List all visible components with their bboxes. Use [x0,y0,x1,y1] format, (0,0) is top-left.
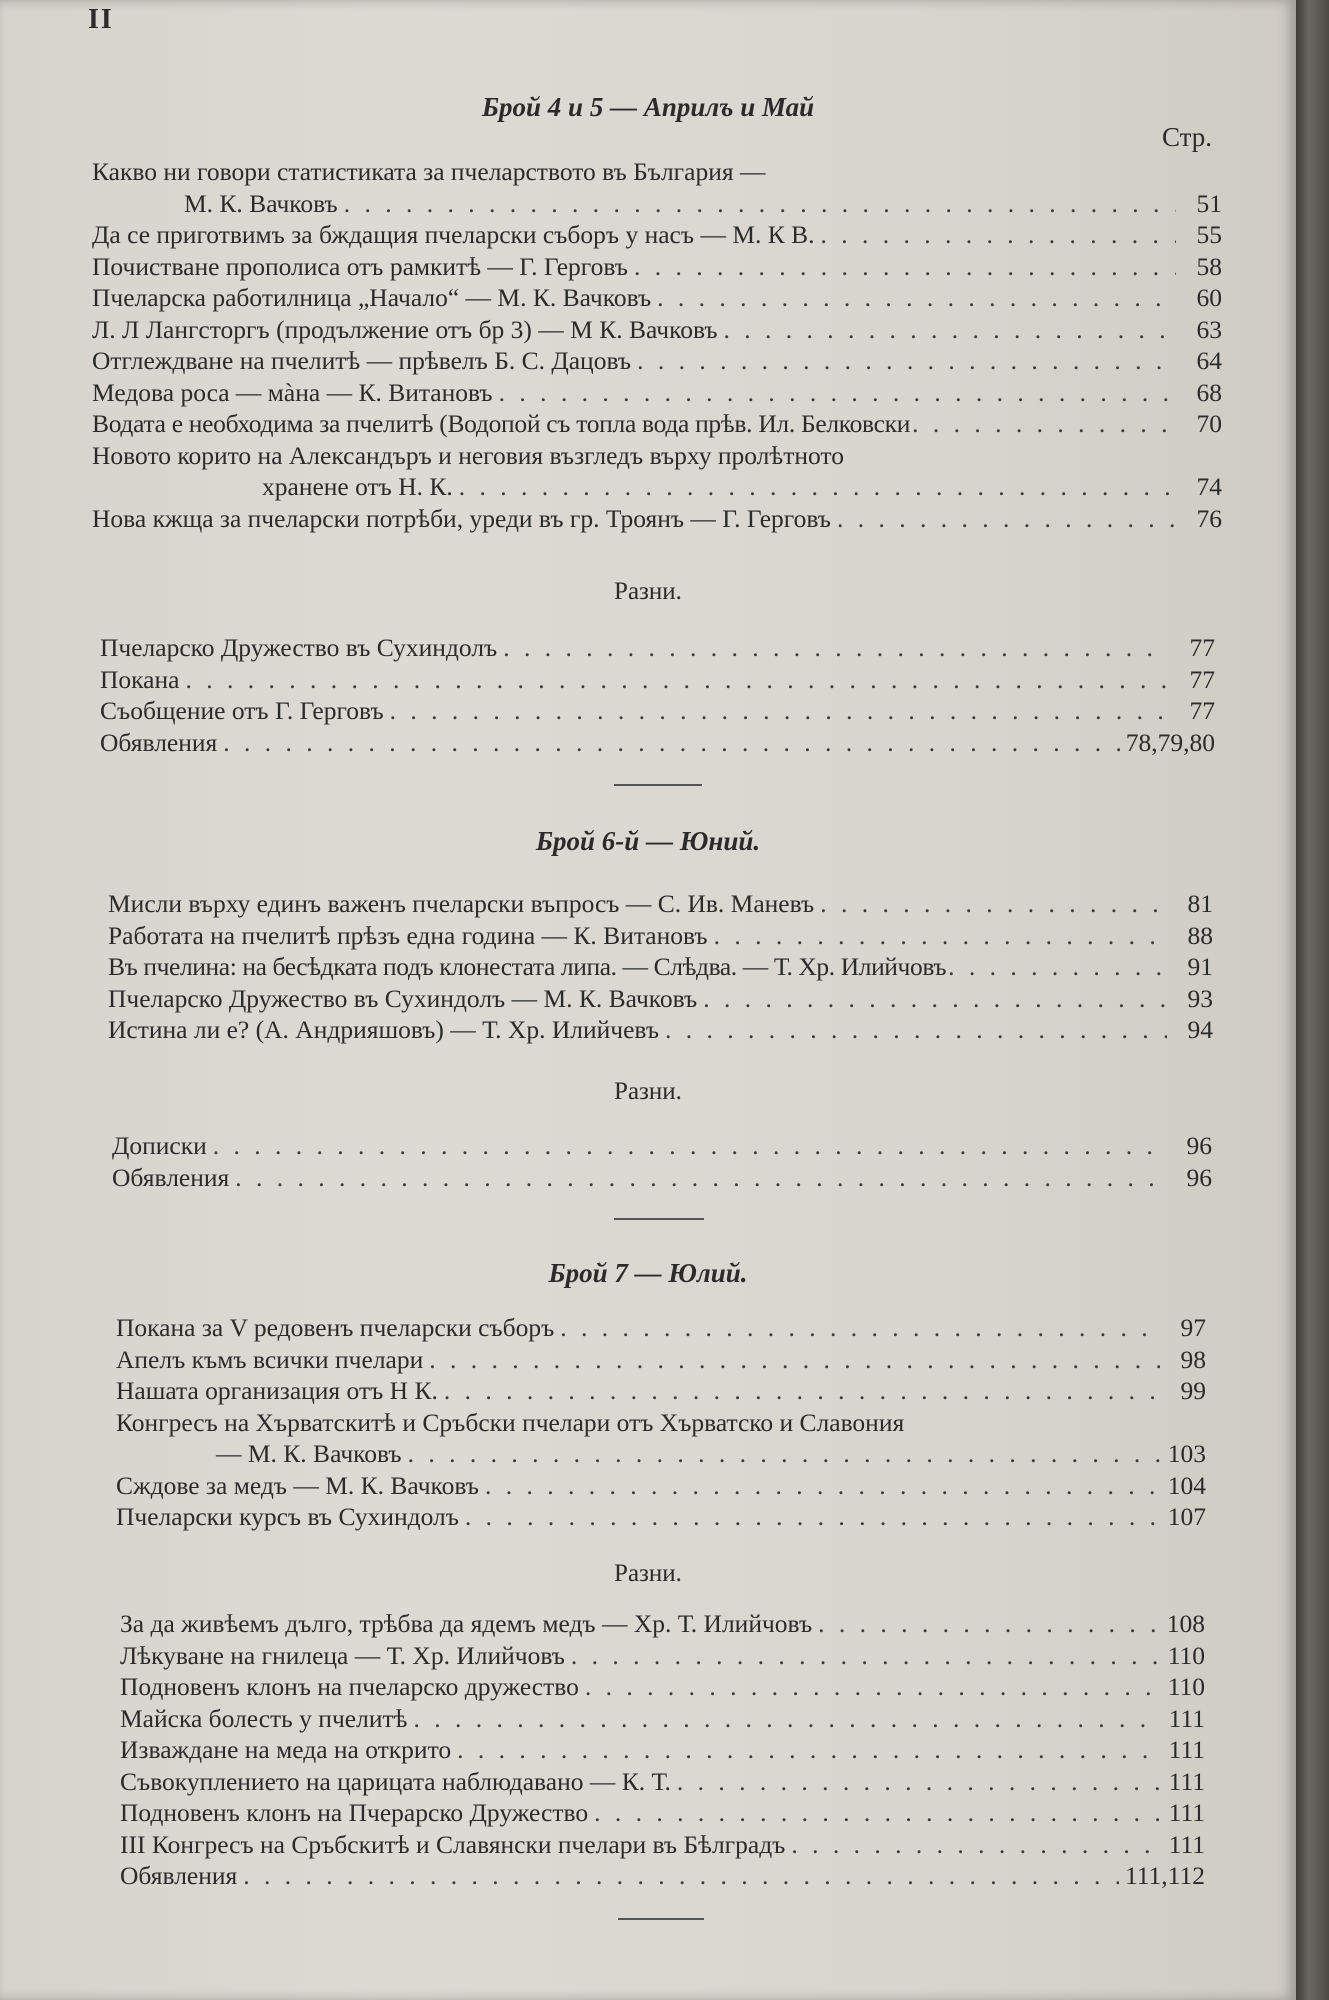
misc-heading: Разни. [614,1078,682,1105]
toc-entry: Изваждане на меда на открито . . . 111 [120,1734,1205,1766]
toc-entry: Покана . . . 77 [100,664,1215,696]
toc-entry: Конгресъ на Хърватскитѣ и Сръбски пчелари отъ Хърватско и Славония [116,1407,905,1437]
toc-entry: Съобщение отъ Г. Герговъ . . . 77 [100,695,1215,727]
toc-entry: Новото корито на Александъръ и неговия възгледъ върху пролѣтното [92,440,844,470]
issue-heading: Брой 4 и 5 — Априлъ и Май [481,92,815,122]
toc-entry: Нова кжща за пчеларски потрѣби, уреди въ гр. Троянъ — Г. Герговъ . . . 76 [92,503,1222,535]
toc-entry: Дописки . . . 96 [112,1130,1212,1162]
page-number: II [88,4,114,35]
toc-entry: Лѣкуване на гнилеца — Т. Хр. Илийчовъ . . . 110 [120,1640,1205,1672]
toc-entry: Истина ли е? (А. Андрияшовъ) — Т. Хр. Илийчевъ . . . 94 [108,1014,1213,1046]
toc-list [116,1312,1206,1533]
toc-entry: Мисли върху единъ важенъ пчеларски въпросъ — С. Ив. Маневъ . . . 81 [108,888,1213,920]
toc-entry: — М. К. Вачковъ . . . 103 [116,1438,1206,1470]
toc-entry: Въ пчелина: на бесѣдката подъ клонестата липа. — Слѣдва. — Т. Хр. Илийчовъ . . . 91 [108,951,1213,983]
misc-list [112,1130,1212,1193]
toc-entry: Подновенъ клонъ на Пчерарско Дружество . . . 111 [120,1797,1205,1829]
toc-entry: Какво ни говори статистиката за пчеларството въ България — [92,157,766,186]
toc-entry: Отглеждване на пчелитѣ — прѣвелъ Б. С. Дацовъ . . . 64 [92,345,1222,377]
toc-entry: Пчеларско Дружество въ Сухиндолъ . . . 77 [100,632,1215,664]
misc-heading: Разни. [614,1560,682,1587]
toc-entry: Почистване прополиса отъ рамкитѣ — Г. Герговъ . . . 58 [92,251,1222,283]
toc-list [108,888,1213,1046]
misc-list [100,632,1215,758]
toc-entry: III Конгресъ на Сръбскитѣ и Славянски пчелари въ Бѣлградъ . . . 111 [120,1829,1205,1861]
toc-entry: Водата е необходима за пчелитѣ (Водопой съ топла вода прѣв. Ил. Белковски . . . 70 [92,408,1222,440]
page-column-label: Стр. [1162,122,1213,152]
toc-entry: За да живѣемъ дълго, трѣбва да ядемъ медъ — Хр. Т. Илийчовъ . . . 108 [120,1608,1205,1640]
toc-entry: Нашата организация отъ Н К. . . . 99 [116,1375,1206,1407]
separator-line [614,1218,704,1220]
toc-entry: хранене отъ Н. К. . . . 74 [92,471,1222,503]
misc-list [120,1608,1205,1892]
issue-heading: Брой 6-й — Юний. [535,826,761,856]
toc-entry: Работата на пчелитѣ прѣзъ една година — К. Витановъ . . . 88 [108,920,1213,952]
toc-entry: Обявления . . . 111,112 [120,1860,1205,1892]
toc-entry: Подновенъ клонъ на пчеларско дружество . . . 110 [120,1671,1205,1703]
separator-line [618,1918,704,1920]
toc-entry: М. К. Вачковъ . . . 51 [92,188,1222,220]
toc-entry: Покана за V редовенъ пчеларски съборъ . . . 97 [116,1312,1206,1344]
toc-entry: Да се приготвимъ за бждащия пчеларски съборъ у насъ — М. К В. . . . 55 [92,219,1222,251]
toc-entry: Пчеларски курсъ въ Сухиндолъ . . . 107 [116,1501,1206,1533]
toc-entry: Майска болесть у пчелитѣ . . . 111 [120,1703,1205,1735]
toc-list [92,156,1222,534]
toc-entry: Съвокуплението на царицата наблюдавано — К. Т. . . . 111 [120,1766,1205,1798]
toc-entry: Обявления . . . 96 [112,1162,1212,1194]
book-binding-edge [1296,0,1329,2000]
misc-heading: Разни. [614,578,682,605]
separator-line [614,784,702,786]
issue-heading: Брой 7 — Юлий. [548,1258,748,1288]
toc-entry: Пчеларска работилница „Начало“ — М. К. Вачковъ . . . 60 [92,282,1222,314]
toc-entry: Пчеларско Дружество въ Сухиндолъ — М. К. Вачковъ . . . 93 [108,983,1213,1015]
toc-entry: Сждове за медъ — М. К. Вачковъ . . . 104 [116,1470,1206,1502]
toc-entry: Апелъ къмъ всички пчелари . . . 98 [116,1344,1206,1376]
toc-entry: Медова роса — мàна — К. Витановъ . . . 68 [92,377,1222,409]
toc-entry: Обявления . . . 78,79,80 [100,727,1215,759]
toc-entry: Л. Л Лангсторгъ (продължение отъ бр 3) — М К. Вачковъ . . . 63 [92,314,1222,346]
